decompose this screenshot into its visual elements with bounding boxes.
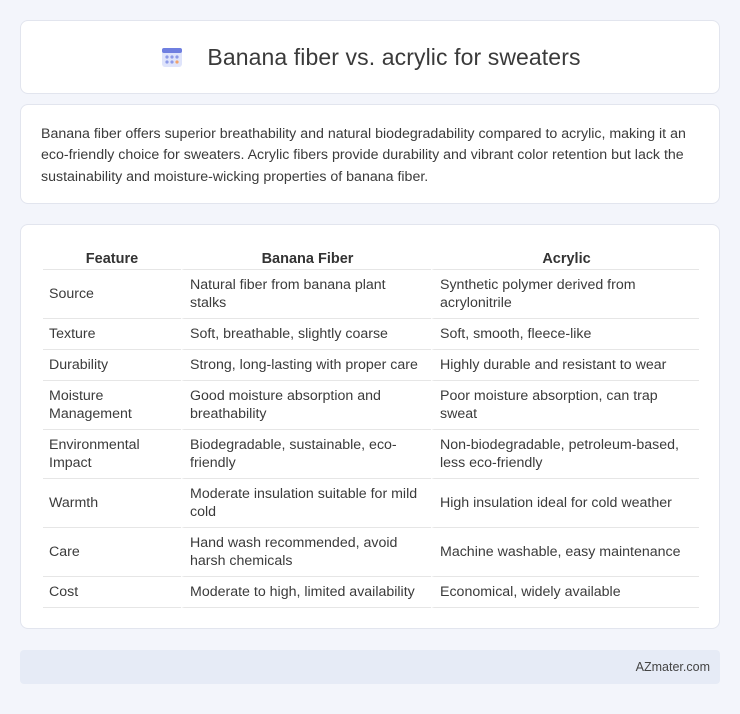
comparison-table xyxy=(43,245,699,608)
acrylic-cell: Synthetic polymer derived from acrylonitrile xyxy=(431,270,699,319)
banana-fiber-cell: Natural fiber from banana plant stalks xyxy=(181,270,431,319)
banana-fiber-cell: Hand wash recommended, avoid harsh chemicals xyxy=(181,528,431,577)
acrylic-cell: Soft, smooth, fleece-like xyxy=(431,319,699,350)
banana-fiber-cell: Moderate to high, limited availability xyxy=(181,577,431,608)
table-row xyxy=(43,319,699,350)
banana-fiber-cell: Moderate insulation suitable for mild cold xyxy=(181,479,431,528)
table-row xyxy=(43,479,699,528)
calendar-grid-icon xyxy=(159,44,185,70)
banana-fiber-cell: Strong, long-lasting with proper care xyxy=(181,350,431,381)
summary-text: Banana fiber offers superior breathability and natural biodegradability compared to acrylic, making it an eco-friendly choice for sweaters. Acrylic fibers provide durability and vibrant color retention but lack the sustainability and moisture-wicking properties of banana fiber. xyxy=(41,126,686,185)
table-row xyxy=(43,430,699,479)
column-header-banana-fiber: Banana Fiber xyxy=(181,245,431,270)
banana-fiber-cell: Biodegradable, sustainable, eco-friendly xyxy=(181,430,431,479)
table-row xyxy=(43,577,699,608)
banana-fiber-cell: Good moisture absorption and breathability xyxy=(181,381,431,430)
feature-cell: Durability xyxy=(43,350,181,381)
footer-brand-link[interactable]: AZmater.com xyxy=(635,660,710,674)
banana-fiber-cell: Soft, breathable, slightly coarse xyxy=(181,319,431,350)
feature-cell: Environmental Impact xyxy=(43,430,181,479)
acrylic-cell: High insulation ideal for cold weather xyxy=(431,479,699,528)
acrylic-cell: Machine washable, easy maintenance xyxy=(431,528,699,577)
table-row xyxy=(43,350,699,381)
summary-card xyxy=(20,104,720,204)
column-header-feature: Feature xyxy=(43,245,181,270)
table-row xyxy=(43,381,699,430)
acrylic-cell: Non-biodegradable, petroleum-based, less eco-friendly xyxy=(431,430,699,479)
feature-cell: Warmth xyxy=(43,479,181,528)
comparison-table-card xyxy=(20,224,720,629)
feature-cell: Care xyxy=(43,528,181,577)
page-title: Banana fiber vs. acrylic for sweaters xyxy=(207,43,581,70)
table-row xyxy=(43,270,699,319)
table-header-row xyxy=(43,245,699,270)
acrylic-cell: Poor moisture absorption, can trap sweat xyxy=(431,381,699,430)
feature-cell: Texture xyxy=(43,319,181,350)
footer-bar xyxy=(20,650,720,684)
feature-cell: Cost xyxy=(43,577,181,608)
title-card xyxy=(20,20,720,94)
acrylic-cell: Highly durable and resistant to wear xyxy=(431,350,699,381)
table-row xyxy=(43,528,699,577)
acrylic-cell: Economical, widely available xyxy=(431,577,699,608)
column-header-acrylic: Acrylic xyxy=(431,245,699,270)
feature-cell: Moisture Management xyxy=(43,381,181,430)
feature-cell: Source xyxy=(43,270,181,319)
